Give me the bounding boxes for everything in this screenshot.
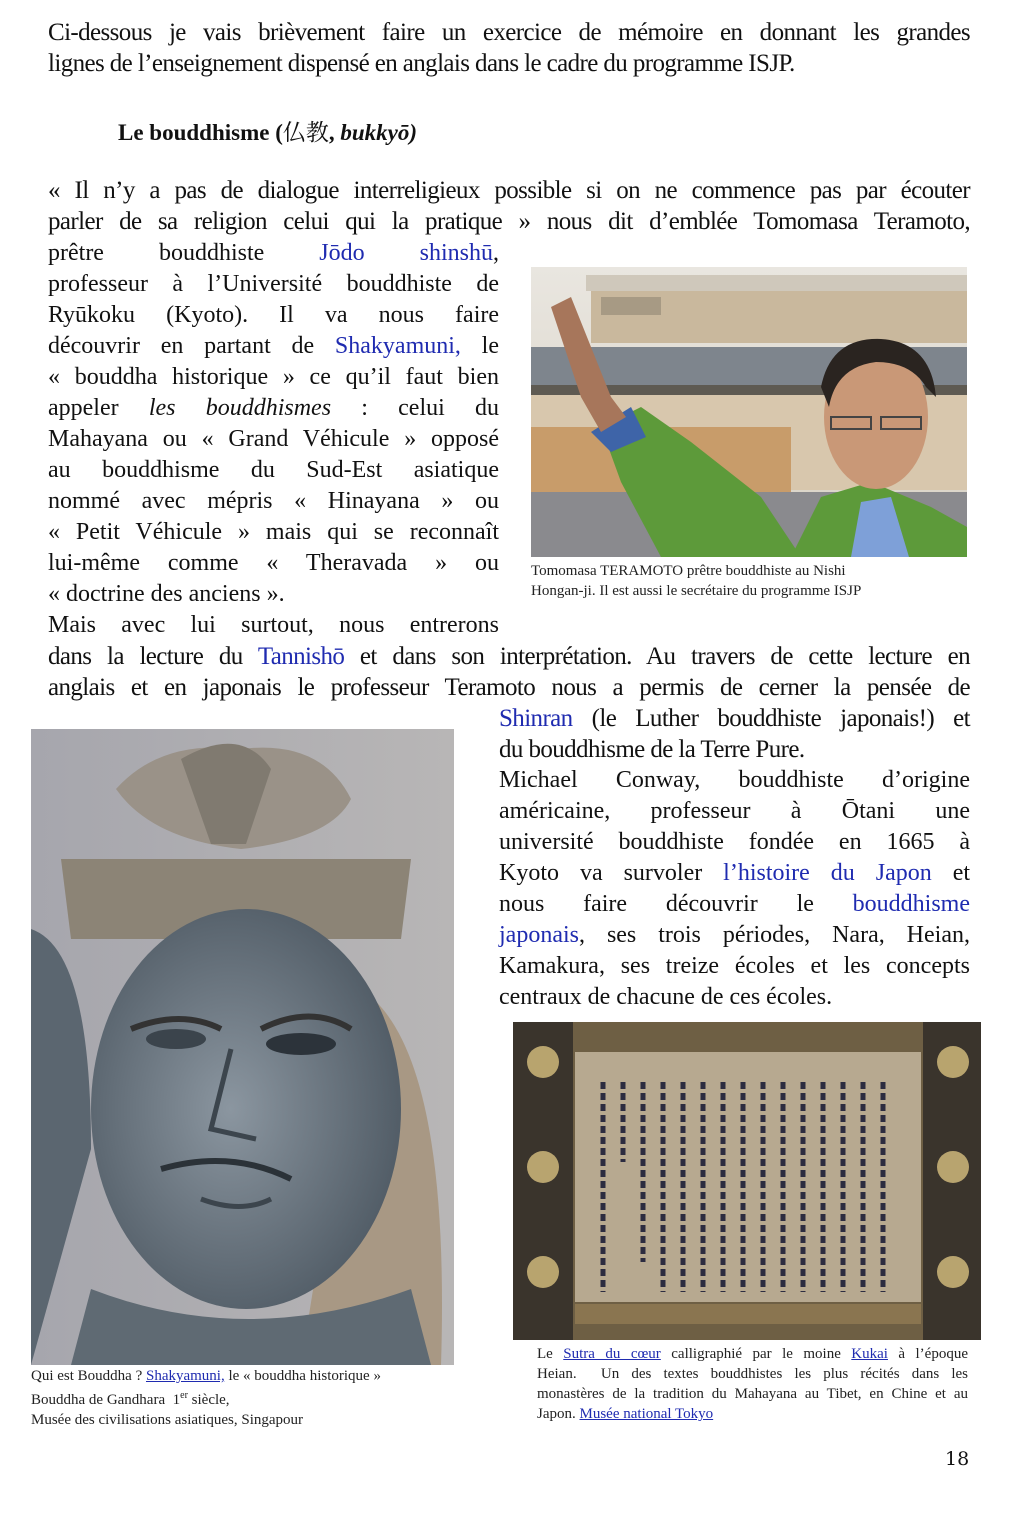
para1-line: Mais avec lui surtout, nous entrerons [48, 612, 499, 638]
heart-sutra-photo [513, 1022, 981, 1340]
para1-line: « bouddha historique » ce qu’il faut bien [48, 364, 499, 390]
text: siècle, [187, 1392, 230, 1408]
para2-line: université bouddhiste fondée en 1665 à [499, 829, 970, 855]
link-shakyamuni[interactable]: Shakyamuni, [334, 333, 461, 359]
para2-line [499, 858, 970, 889]
caption-line [31, 1386, 381, 1410]
para1-line [48, 641, 970, 672]
text: Qui est Bouddha ? [31, 1368, 146, 1384]
heading-text: Le bouddhisme ( [118, 120, 283, 145]
text: appeler [48, 395, 149, 421]
teramoto-photo [531, 267, 967, 557]
link-shakyamuni-caption[interactable]: Shakyamuni, [145, 1368, 225, 1384]
caption-line [31, 1366, 381, 1386]
link-bouddhisme-japonais[interactable]: bouddhisme [852, 891, 970, 917]
para2-line: centraux de chacune de ces écoles. [499, 984, 833, 1010]
para2-line: américaine, professeur à Ōtani une [499, 798, 970, 824]
text: à l’époque [887, 1346, 968, 1362]
para2-line: Michael Conway, bouddhiste d’origine [499, 767, 970, 793]
text: Le [537, 1346, 564, 1362]
link-jodo[interactable]: Jōdo [319, 240, 365, 266]
para1-line: Ryūkoku (Kyoto). Il va nous faire [48, 302, 499, 328]
text: , [493, 240, 499, 266]
text: et dans son interprétation. Au travers de cette lecture en [344, 643, 970, 670]
text: Japon. [537, 1406, 580, 1422]
link-musee-national-tokyo[interactable]: Musée national Tokyo [579, 1406, 714, 1422]
text: découvrir en partant de [48, 333, 335, 359]
heading-kanji: 仏教 [282, 120, 329, 146]
sutra-caption [537, 1344, 968, 1424]
para1-line: Mahayana ou « Grand Véhicule » opposé [48, 426, 499, 452]
caption-line: monastères de la tradition du Mahayana au Tibet, en Chine et au [537, 1386, 968, 1402]
para1-line: anglais et en japonais le professeur Teramoto nous a permis de cerner la pensée de [48, 674, 970, 701]
para1-line [48, 393, 499, 424]
text: et [931, 860, 971, 886]
text: dans la lecture du [48, 643, 258, 670]
text: le « bouddha historique » [224, 1368, 381, 1384]
para1-line [48, 331, 499, 362]
caption-line: Hongan-ji. Il est aussi le secrétaire du programme ISJP [531, 583, 862, 599]
caption-line: Tomomasa TERAMOTO prêtre bouddhiste au Nishi [531, 563, 846, 579]
link-sutra-du-coeur[interactable]: Sutra du cœur [563, 1346, 661, 1362]
intro-line: Ci-dessous je vais brièvement faire un exercice de mémoire en donnant les grandes [48, 19, 970, 46]
link-shinran[interactable]: Shinran [499, 705, 573, 732]
heart-sutra-illustration [513, 1022, 981, 1340]
emphasis: les bouddhismes [148, 395, 332, 421]
para1-line: parler de sa religion celui qui la pratique » nous dit d’emblée Tomomasa Teramoto, [48, 208, 970, 235]
text: (le Luther bouddhiste japonais!) et [572, 705, 970, 732]
para1-line: du bouddhisme de la Terre Pure. [499, 736, 805, 763]
para1-line: « Petit Véhicule » mais qui se reconnaît [48, 519, 499, 545]
caption-line [537, 1404, 968, 1424]
para1-line [48, 238, 499, 269]
buddha-caption [31, 1366, 381, 1430]
buddha-statue-photo [31, 729, 454, 1365]
para1-line: professeur à l’Université bouddhiste de [48, 271, 499, 297]
link-shinshu[interactable]: shinshū [419, 240, 493, 266]
caption-line: Heian. Un des textes bouddhistes les plus récités dans les [537, 1366, 968, 1382]
para1-line [499, 703, 970, 734]
text: prêtre [48, 240, 104, 266]
text: : celui du [331, 395, 500, 421]
text: Kyoto va survoler [499, 860, 724, 886]
heading-romaji: bukkyō) [340, 120, 418, 145]
text: , ses trois périodes, Nara, Heian, [578, 922, 970, 948]
caption-line [537, 1344, 968, 1364]
intro-line: lignes de l’enseignement dispensé en anglais dans le cadre du programme ISJP. [48, 50, 795, 77]
link-tannisho[interactable]: Tannishō [257, 643, 345, 670]
text: bouddhiste [158, 240, 265, 266]
heading-comma: , [328, 120, 341, 145]
buddha-statue-illustration [31, 729, 454, 1365]
para1-line: « doctrine des anciens ». [48, 581, 285, 607]
para2-line: Kamakura, ses treize écoles et les concepts [499, 953, 970, 979]
para2-line [499, 889, 970, 920]
page-number: 18 [945, 1448, 970, 1470]
teramoto-photo-illustration [531, 267, 967, 557]
text: le [460, 333, 499, 359]
link-bouddhisme-japonais[interactable]: japonais [499, 922, 579, 948]
para1-line: « Il n’y a pas de dialogue interreligieux possible si on ne commence pas par écouter [48, 177, 970, 204]
para1-line: au bouddhisme du Sud-Est asiatique [48, 457, 499, 483]
superscript: er [180, 1390, 188, 1401]
section-heading [118, 114, 417, 147]
link-kukai[interactable]: Kukai [851, 1346, 888, 1362]
para2-line [499, 920, 970, 951]
para1-line: nommé avec mépris « Hinayana » ou [48, 488, 499, 514]
para1-line: lui-même comme « Theravada » ou [48, 550, 499, 576]
teramoto-caption [531, 561, 861, 601]
text: nous faire découvrir le [499, 891, 853, 917]
caption-line: Musée des civilisations asiatiques, Singapour [31, 1412, 304, 1428]
text: Bouddha de Gandhara 1 [31, 1392, 181, 1408]
text: calligraphié par le moine [660, 1346, 852, 1362]
link-histoire-japon[interactable]: l’histoire du Japon [723, 860, 932, 886]
